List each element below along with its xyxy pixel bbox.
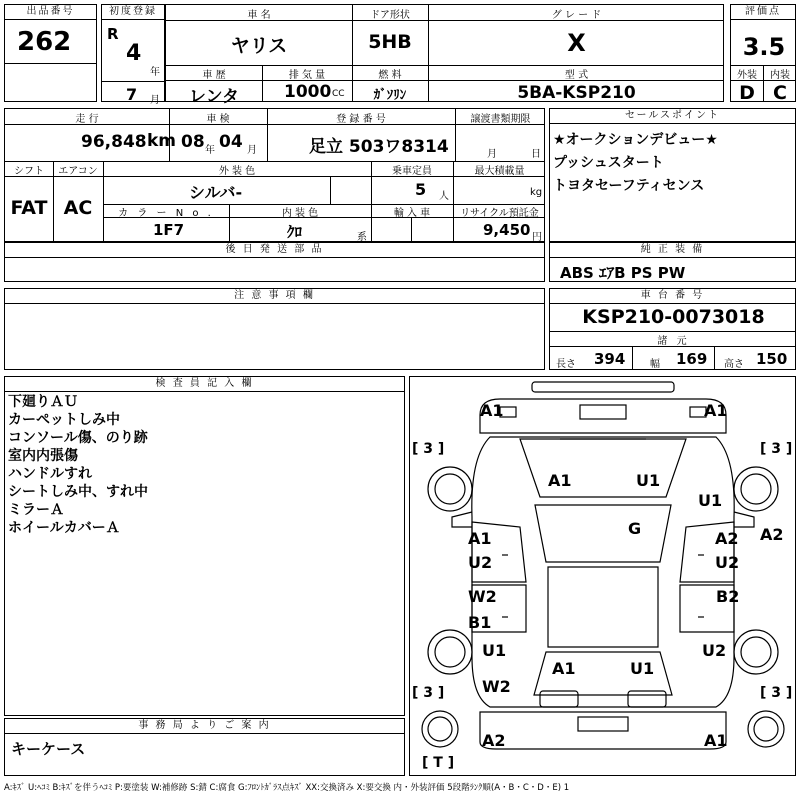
selling-point-2: プッシュスタート [553, 155, 664, 171]
inspector-note: ハンドルすれ [8, 466, 92, 482]
insp-year: 08 [181, 132, 205, 152]
mileage-label: 走 行 [75, 114, 99, 125]
km-unit: km [147, 131, 177, 151]
first-reg-label: 初度登録 [102, 5, 164, 20]
history: レンタ [189, 87, 239, 107]
interior-color: ｸﾛ [287, 223, 303, 241]
inspector-note: シートしみ中、すれ中 [8, 484, 148, 500]
transfer-month: 月 [487, 149, 497, 160]
kg-unit: kg [530, 187, 543, 198]
damage-mark: A1 [548, 471, 572, 490]
transfer-label: 譲渡書類期限 [470, 114, 531, 125]
chassis-label: 車 台 番 号 [550, 289, 795, 304]
displacement-label: 排 気 量 [288, 70, 326, 81]
damage-mark: W2 [468, 587, 497, 606]
inspector-box [4, 376, 405, 716]
tire-depth: [ 3 ] [412, 685, 445, 701]
later-parts-box [4, 242, 545, 282]
door-type: 5HB [368, 31, 412, 53]
chassis-number: KSP210-0073018 [582, 306, 765, 328]
inspector-note: カーペットしみ中 [8, 412, 120, 428]
length: 394 [594, 350, 626, 368]
damage-mark: U1 [636, 471, 661, 490]
equipment-box [549, 242, 796, 282]
notes-box [4, 288, 545, 370]
inspector-note: 下廻りＡＵ [8, 394, 78, 410]
car-name: ヤリス [230, 35, 288, 57]
inspector-note: ミラーＡ [8, 502, 64, 518]
aircon: AC [63, 197, 93, 219]
shift: FAT [10, 197, 48, 219]
fuel-label: 燃 料 [378, 70, 402, 81]
damage-mark: A1 [480, 401, 504, 420]
equipment-label: 純 正 装 備 [550, 243, 795, 258]
car-outline [410, 377, 796, 776]
mileage: 96,848 [81, 132, 147, 152]
damage-mark: A2 [760, 525, 784, 544]
reg-year: 4 [126, 41, 142, 66]
displacement: 1000 [284, 82, 332, 102]
damage-mark: A1 [704, 401, 728, 420]
width-label: 幅 [650, 359, 660, 370]
car-row-box [165, 4, 724, 107]
height: 150 [756, 350, 788, 368]
lot-number: 262 [17, 27, 72, 57]
selling-point-3: トヨタセーフティセンス [553, 178, 705, 194]
damage-mark: A2 [715, 529, 739, 548]
first-reg-box [101, 4, 165, 106]
insp-month-unit: 月 [247, 145, 257, 156]
damage-mark: A2 [482, 731, 506, 750]
ac-label: エアコン [58, 166, 98, 177]
lot-box [4, 4, 97, 102]
damage-mark: U1 [630, 659, 655, 678]
shift-label: シフト [14, 166, 44, 177]
inspector-note: コンソール傷、のり跡 [8, 430, 148, 446]
damage-mark: U2 [468, 553, 493, 572]
ext-grade: D [739, 82, 755, 104]
grade: X [567, 29, 586, 57]
interior-label: 内 装 色 [281, 208, 319, 219]
notes-label: 注 意 事 項 欄 [5, 289, 544, 304]
damage-mark: B2 [716, 587, 740, 606]
damage-mark: U1 [698, 491, 723, 510]
tire-depth: [ 3 ] [760, 441, 793, 457]
month-unit: 月 [150, 95, 160, 106]
equipment: ABS ｴｱB PS PW [560, 264, 686, 282]
plate-label: 登 録 番 号 [336, 114, 386, 125]
damage-mark: U2 [702, 641, 727, 660]
plate-number: 足立 503ワ8314 [309, 137, 449, 157]
details-box [4, 108, 545, 242]
score-box [730, 4, 796, 102]
transfer-day: 日 [531, 149, 541, 160]
colorno-label: カ ラ ー N o . [118, 208, 214, 219]
length-label: 長さ [556, 359, 576, 370]
car-name-label: 車 名 [247, 10, 271, 21]
width: 169 [676, 350, 708, 368]
int-label: 内装 [770, 70, 790, 81]
insp-year-unit: 年 [205, 145, 215, 156]
import-label: 輸 入 車 [393, 208, 431, 219]
insp-month: 04 [219, 132, 243, 152]
office-box [4, 718, 405, 776]
score: 3.5 [742, 33, 786, 61]
yen-unit: 円 [532, 232, 542, 243]
selling-point-1: ★オークションデビュー★ [553, 132, 718, 148]
selling-label: セールスポイント [550, 109, 795, 124]
inspector-note: ホイールカバーＡ [8, 520, 120, 536]
year-unit: 年 [150, 67, 160, 78]
grade-label: グ レ ー ド [551, 10, 602, 21]
score-label: 評価点 [731, 5, 795, 20]
spare-tire: [ T ] [422, 755, 455, 771]
person-unit: 人 [439, 191, 449, 202]
damage-mark: A1 [468, 529, 492, 548]
damage-mark: U1 [482, 641, 507, 660]
office-label: 事 務 局 よ り ご 案 内 [5, 719, 404, 734]
model: 5BA-KSP210 [517, 83, 636, 103]
damage-mark: U2 [715, 553, 740, 572]
later-parts-label: 後 日 発 送 部 品 [5, 243, 544, 258]
inspection-label: 車 検 [206, 114, 230, 125]
damage-mark: W2 [482, 677, 511, 696]
int-grade: C [773, 82, 787, 104]
spec-label: 諸 元 [657, 336, 690, 347]
chassis-box [549, 288, 796, 370]
inspector-label: 検 査 員 記 入 欄 [5, 377, 404, 392]
car-diagram [409, 376, 796, 776]
color-number: 1F7 [153, 221, 185, 239]
damage-mark: G [628, 519, 642, 538]
ext-label: 外装 [737, 70, 757, 81]
cc-unit: CC [332, 89, 345, 99]
load-label: 最大積載量 [474, 166, 525, 177]
damage-mark: A1 [704, 731, 728, 750]
inspector-note: 室内内張傷 [8, 448, 78, 464]
selling-box [549, 108, 796, 242]
recycle-fee: 9,450 [483, 221, 531, 239]
height-label: 高さ [724, 359, 744, 370]
tire-depth: [ 3 ] [412, 441, 445, 457]
capacity-label: 乗車定員 [392, 166, 432, 177]
capacity: 5 [415, 180, 427, 199]
history-label: 車 歴 [202, 70, 226, 81]
lot-label: 出品番号 [5, 5, 96, 20]
color-label: 外 装 色 [218, 166, 256, 177]
interior-unit: 系 [357, 232, 367, 243]
legend: A:ｷｽﾞ U:ﾍｺﾐ B:ｷｽﾞを伴うﾍｺﾐ P:要塗装 W:補修跡 S:錆 C:腐食 G:ﾌﾛﾝﾄｶﾞﾗｽ点ｷｽﾞ XX:交換済み X:要交換 内・外装評価 5段階ﾗﾝｸ順(A・B・C・D・E) 1 [4, 783, 570, 793]
recycle-label: リサイクル預託金 [460, 208, 539, 219]
model-label: 型 式 [564, 70, 589, 81]
era: R [107, 25, 119, 43]
damage-mark: A1 [552, 659, 576, 678]
tire-depth: [ 3 ] [760, 685, 793, 701]
damage-mark: B1 [468, 613, 492, 632]
fuel: ｶﾞｿﾘﾝ [373, 88, 407, 103]
exterior-color: シルバ- [189, 183, 243, 202]
office-note: キーケース [11, 740, 86, 758]
door-label: ドア形状 [370, 10, 410, 21]
reg-month: 7 [126, 85, 138, 104]
